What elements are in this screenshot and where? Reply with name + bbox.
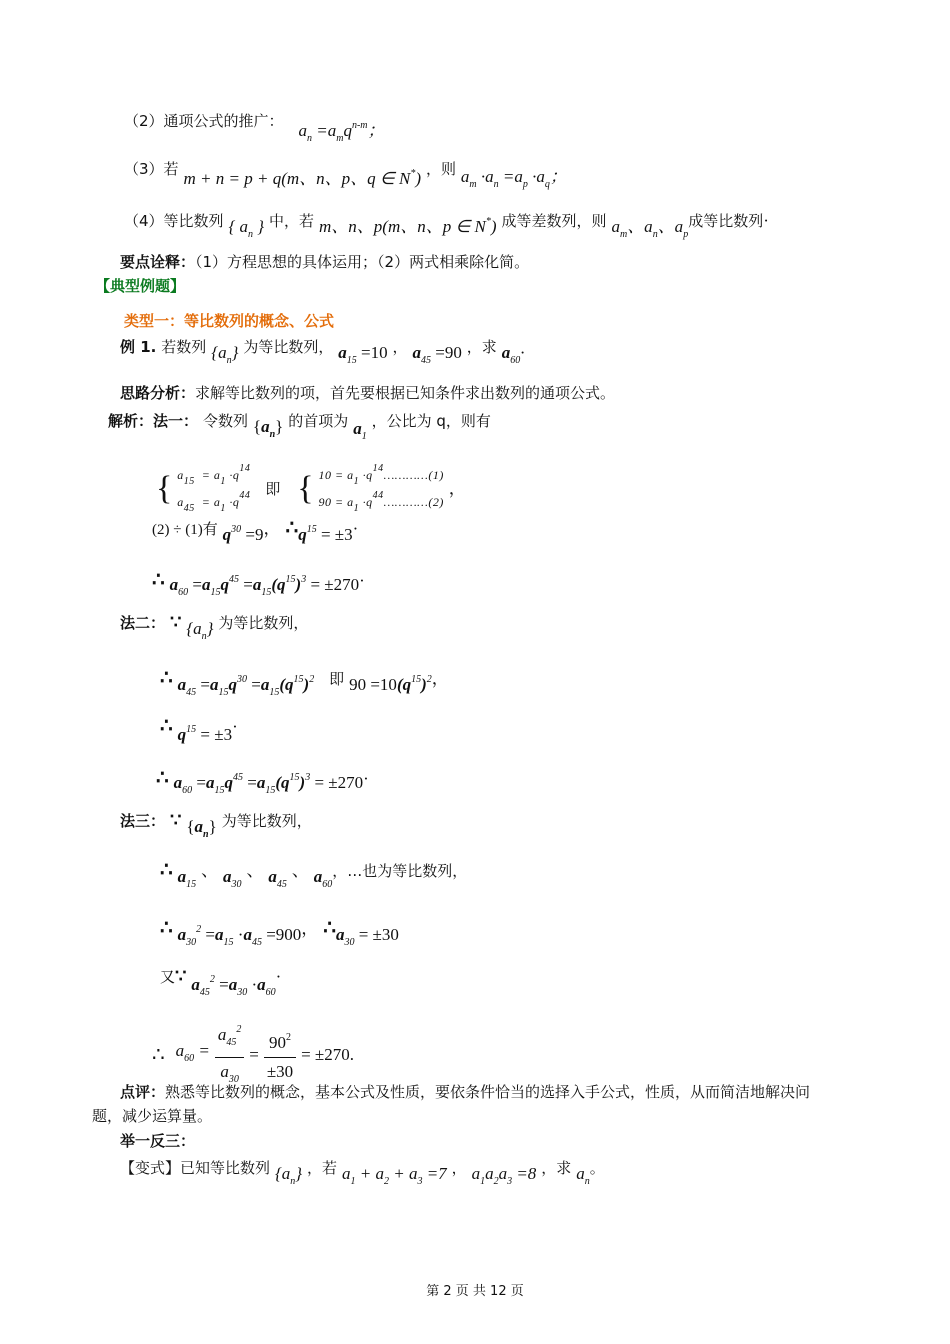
target-a60: $a_{60}\cdot$ — [501, 343, 525, 366]
formula-general-term: $a_n =a_mq^{n-m}$； — [298, 120, 385, 144]
property-4-mid: 中，若 — [269, 212, 315, 230]
solution-label: 解析：法一： — [108, 412, 199, 430]
variant-text3: ， — [451, 1159, 467, 1177]
system-left: $a_{15} = a_1 \cdot q^{14}$ $a_{45} = a_1 \cdot q^{44}$ — [177, 463, 251, 514]
fraction-1: $\frac{a_{45}^2}{a_{30}}$ — [215, 1018, 245, 1092]
method-3-step-2: ∴ $a_{30}^2 =a_{15} \cdot a_{45} =900$， $\therefore a_{30} = \pm 30$ — [160, 917, 399, 948]
equation-system: { $a_{15} = a_1 \cdot q^{14}$ $a_{45} = a_1 \cdot q^{44}$ 即 { $10 = a_1$ $\cdot q^{14}\dots\dots\dots\dots(1)$ $90 = a_1$ $\cdot q^{44}\dots\dots\dots\dots(2)$ ， — [156, 463, 466, 514]
analysis-label: 思路分析： — [120, 384, 196, 402]
method-2-step-2: ∴ $q^{15} = \pm 3\cdot$ — [160, 715, 238, 744]
method-3-also: ，…也为等比数列， — [332, 862, 468, 880]
sequence-an: $\{a_n\}$ — [211, 343, 239, 366]
comment-line-1 — [120, 1082, 810, 1102]
method-3-you: 又 — [160, 968, 176, 986]
method-2-step-1: ∴ $a_{45} =a_{15}q^{30} =a_{15}(q^{15})^2$ 即 $90 =10(q^{15})^2$， — [160, 667, 449, 698]
property-2-label: （2）通项公式的推广： — [124, 112, 284, 130]
method-3-text: 为等比数列， — [221, 812, 312, 830]
method-3-result: ∴ $a_{60}$ = $\frac{a_{45}^2}{a_{30}}$ = $\frac{90^2}{\pm 30}$ = ±270. — [152, 1018, 354, 1092]
left-brace: { — [156, 470, 173, 507]
solution-text2: 的首项为 — [288, 412, 349, 430]
section-title: 【典型例题】 — [95, 277, 186, 295]
sequence-an-bold: $\{a_n\}$ — [252, 417, 284, 440]
method-3-step-3: 又∵ $a_{45}^2 =a_{30} \cdot a_{60}\cdot$ — [160, 966, 282, 998]
system-ji: 即 — [265, 480, 281, 498]
formula-condition-3: m + n = p + q(m、n、p、q ∈ N*) — [183, 168, 421, 188]
type-title: 类型一：等比数列的概念、公式 — [124, 312, 335, 330]
property-4: （4）等比数列 { $a_n$ } 中，若 m、n、p(m、n、p ∈ N*) 成等差数列，则 $a_m$、$a_n$、$a_p$成等比数列· — [124, 211, 769, 240]
solution-text1: 令数列 — [202, 412, 248, 430]
fraction-2: $\frac{90^2}{\pm 30}$ — [264, 1026, 296, 1084]
formula-condition-4: m、n、p(m、n、p ∈ N*) — [319, 216, 497, 236]
key-points — [120, 252, 529, 272]
first-term-a1: $a_1$ — [353, 419, 367, 442]
variant-label: 【变式】 — [120, 1159, 181, 1177]
variant-text2: ，若 — [307, 1159, 338, 1177]
given-a45: $a_{45} =90$ — [412, 343, 462, 366]
method-2-label: 法二： — [120, 614, 166, 632]
method-2: 法二： ∵ $\{a_n\}$ 为等比数列， — [120, 612, 309, 642]
method-3: 法三： ∵ $\{a_n\}$ 为等比数列， — [120, 810, 312, 840]
property-3-then: ，则 — [425, 160, 456, 178]
property-4-end: 成等比数列 — [688, 212, 764, 230]
example-text4: ，求 — [466, 338, 497, 356]
page-footer: 第 2 页 共 12 页 — [426, 1284, 524, 1299]
step-q30: (2) ÷ (1)有 $q^{30} =9$， $\therefore q^{15} = \pm 3\cdot$ — [152, 517, 359, 544]
example-text2: 为等比数列， — [243, 338, 334, 356]
left-brace-2: { — [297, 470, 314, 507]
example-1 — [120, 337, 524, 365]
given-a15: $a_{15} =10$ — [338, 343, 388, 366]
sequence-an: { $a_n$ } — [228, 217, 265, 240]
property-3-label: （3）若 — [124, 160, 179, 178]
method-2-ji: 即 — [329, 670, 345, 688]
analysis-text: 求解等比数列的项，首先要根据已知条件求出数列的通项公式。 — [195, 384, 616, 402]
variant-text4: ，求 — [541, 1159, 572, 1177]
property-4-label: （4）等比数列 — [124, 212, 224, 230]
example-label: 例 1. — [120, 338, 157, 356]
formula-product-3: $a_m \cdot a_n =a_p \cdot a_q$； — [460, 167, 567, 190]
example-text1: 若数列 — [161, 338, 207, 356]
practice-label: 举一反三： — [120, 1132, 196, 1150]
result-method-1: ∴ $a_{60} =a_{15}q^{45} =a_{15}(q^{15})^3 = \pm 270\cdot$ — [152, 569, 365, 598]
key-points-label: 要点诠释： — [120, 253, 196, 271]
comment-label: 点评： — [120, 1083, 166, 1101]
analysis — [120, 383, 615, 403]
method-2-result: ∴ $a_{60} =a_{15}q^{45} =a_{15}(q^{15})^3 = \pm 270\cdot$ — [156, 767, 369, 796]
comment-line-2: 题，减少运算量。 — [92, 1107, 213, 1125]
step-you: 有 — [202, 520, 218, 538]
practice-variant: 【变式】已知等比数列 $\{a_n\}$ ，若 $a_1 + a_2 + a_3 =7$ ， $a_1a_2a_3 =8$ ，求 $a_n$。 — [120, 1159, 605, 1187]
key-points-text: （1）方程思想的具体运用；（2）两式相乘除化简。 — [195, 253, 530, 271]
solution-text3: ，公比为 q，则有 — [371, 412, 491, 430]
property-2 — [124, 106, 385, 144]
variant-text1: 已知等比数列 — [180, 1159, 271, 1177]
formula-terms-4: $a_m$、$a_n$、$a_p$ — [611, 217, 689, 240]
example-text3: ， — [392, 338, 408, 356]
property-3 — [124, 154, 567, 190]
method-3-step-1: ∴ $a_{15}$ 、 $a_{30}$ 、 $a_{45}$ 、 $a_{60}$，…也为等比数列， — [160, 859, 468, 890]
solution-method-1 — [108, 411, 491, 442]
property-4-mid2: 成等差数列，则 — [501, 212, 607, 230]
method-2-text: 为等比数列， — [218, 614, 309, 632]
comment-text-1: 熟悉等比数列的概念，基本公式及性质，要依条件恰当的选择入手公式，性质，从而简洁地解决问 — [165, 1083, 811, 1101]
method-3-label: 法三： — [120, 812, 166, 830]
system-right: $10 = a_1$ $\cdot q^{14}\dots\dots\dots\dots(1)$ $90 = a_1$ $\cdot q^{44}\dots\dots\dots\dots(2)$ — [318, 463, 444, 514]
